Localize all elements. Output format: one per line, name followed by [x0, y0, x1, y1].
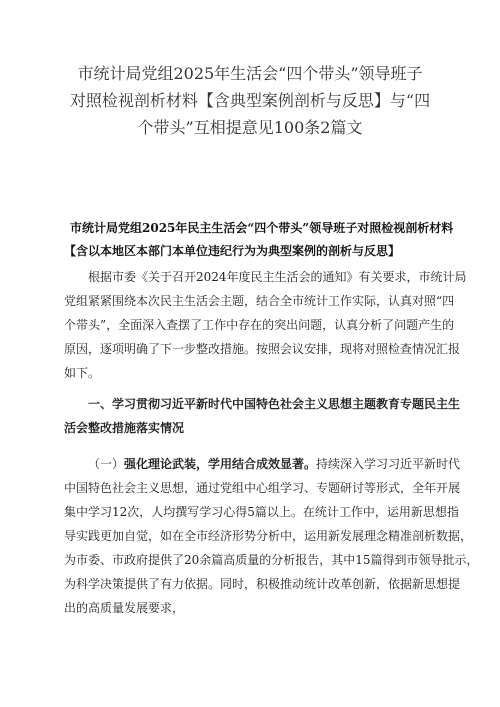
paragraph-line: 原因，逐项明确了下一步整改措施。按照会议安排，现将对照检查情况汇报 [64, 342, 461, 356]
document-subheading: 【含以本地区本部门本单位违纪行为为典型案例的剖析与反思】 [64, 244, 401, 258]
paragraph-line: 为市委、市政府提供了20余篇高质量的分析报告，其中15篇得到市领导批示， [64, 553, 479, 567]
paragraph-line: 党组紧紧围绕本次民主生活会主题，结合全市统计工作实际，认真对照“四 [64, 294, 455, 308]
cover-title-line: 对照检视剖析材料【含典型案例剖析与反思】与“四 [69, 91, 431, 110]
section-heading-line: 一、学习贯彻习近平新时代中国特色社会主义思想主题教育专题民主生 [88, 397, 461, 411]
subsection-heading: 强化理论武装，学用结合成效显著。 [124, 457, 317, 471]
subsection-paragraph [64, 452, 479, 620]
subsection-label: （一） [88, 457, 125, 471]
paragraph-line: 如下。 [64, 366, 101, 380]
cover-title-line: 个带头”互相提意见100条2篇文 [137, 118, 363, 137]
section-heading [64, 392, 461, 440]
paragraph-line: 为科学决策提供了有力依据。同时，积极推动统计改革创新，依据新思想提 [64, 577, 461, 591]
paragraph-line: 个带头”，全面深入查摆了工作中存在的突出问题，认真分析了问题产生的 [64, 318, 455, 332]
paragraph-line: 中国特色社会主义思想，通过党组中心组学习、专题研讨等形式，全年开展 [64, 481, 461, 495]
cover-title-line: 市统计局党组2025年生活会“四个带头”领导班子 [77, 64, 423, 83]
paragraph-line: 导实践更加自觉，如在全市经济形势分析中，运用新发展理念精准剖析数据， [64, 529, 473, 543]
paragraph-line [64, 452, 461, 476]
paragraph-line: 出的高质量发展要求， [64, 601, 185, 615]
paragraph-line: 根据市委《关于召开2024年度民主生活会的通知》有关要求，市统计局 [88, 270, 467, 284]
document-heading: 市统计局党组2025年民主生活会“四个带头”领导班子对照检视剖析材料 [70, 221, 454, 235]
intro-paragraph [64, 265, 467, 385]
section-heading-line: 活会整改措施落实情况 [64, 421, 185, 435]
paragraph-line: 集中学习12次，人均撰写学习心得5篇以上。在统计工作中，运用新思想指 [64, 505, 459, 519]
subsection-lead-text: 持续深入学习习近平新时代 [316, 457, 461, 471]
cover-title [40, 60, 460, 141]
